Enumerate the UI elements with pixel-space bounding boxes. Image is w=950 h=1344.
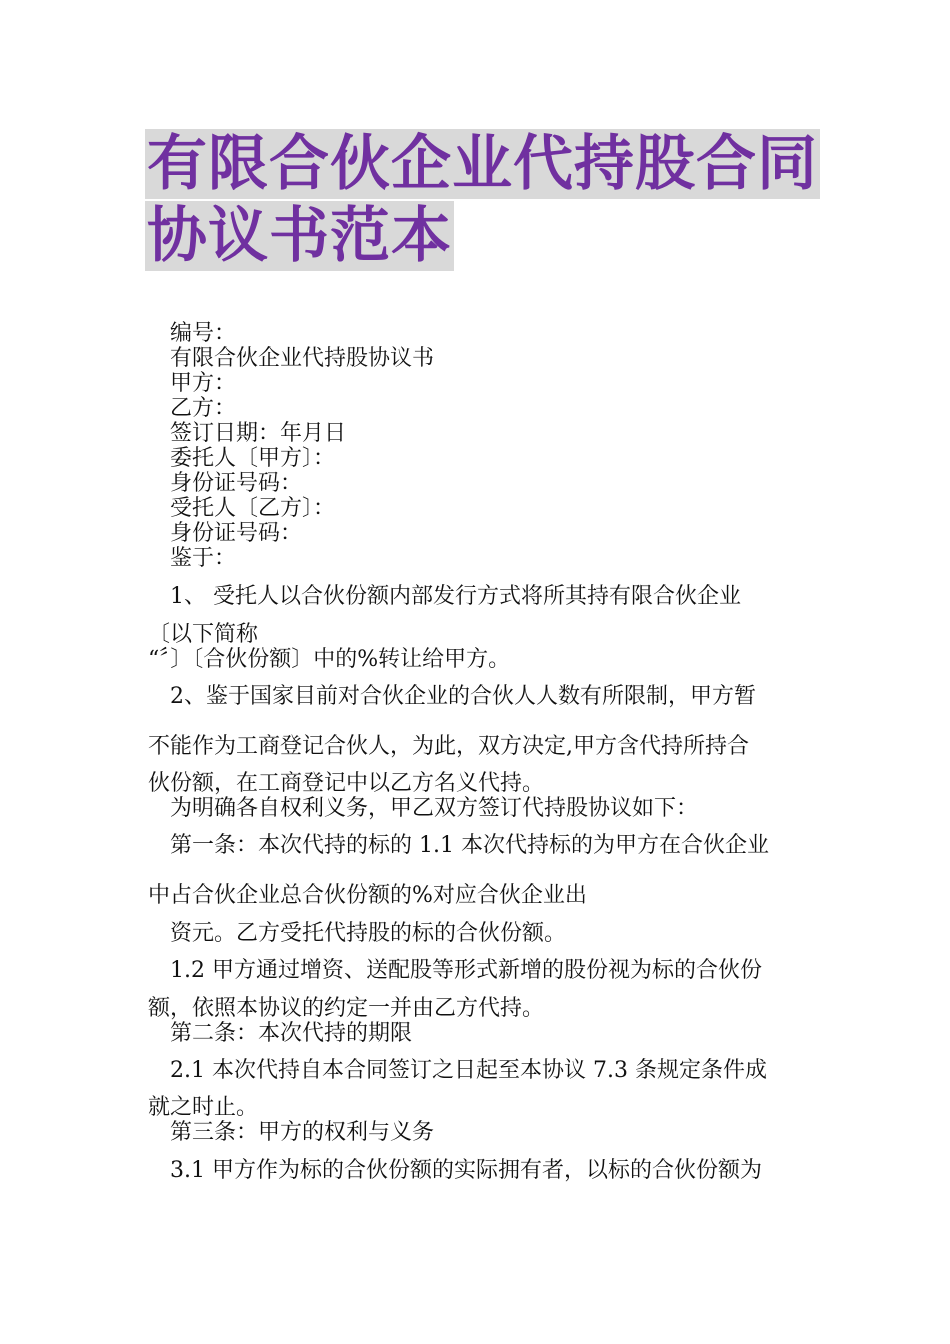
article-3: 第三条：甲方的权利与义务 [170,1120,435,1145]
field-trustee-id: 身份证号码： [170,521,303,546]
field-party-b: 乙方： [170,396,237,421]
field-party-a: 甲方： [170,371,237,396]
clause-text: 就之时止。 [148,1095,259,1120]
clause-text: 1、 受托人以合伙份额内部发行方式将所其持有限合伙企业 [170,584,741,609]
title-line-1: 有限合伙企业代持股合同 [147,129,818,199]
field-trustee: 受托人〔乙方〕： [170,496,336,521]
agreement-name: 有限合伙企业代持股协议书 [170,346,435,371]
article-2: 第二条：本次代持的期限 [170,1021,413,1046]
clause-3-1: 3.1 甲方作为标的合伙份额的实际拥有者，以标的合伙份额为 [170,1158,762,1183]
title-line-2: 协议书范本 [147,201,452,271]
clause-text: 伙份额，在工商登记中以乙方名义代持。 [148,771,545,796]
field-principal: 委托人〔甲方〕： [170,446,336,471]
clause-1-2: 1.2 甲方通过增资、送配股等形式新增的股份视为标的合伙份 [170,958,762,983]
clause-text: 额，依照本协议的约定一并由乙方代持。 [148,996,545,1021]
clause-text: 不能作为工商登记合伙人，为此，双方决定,甲方含代持所持合 [148,734,749,759]
field-principal-id: 身份证号码： [170,471,303,496]
clause-text: 资元。乙方受托代持股的标的合伙份额。 [170,921,567,946]
clause-text: 中占合伙企业总合伙份额的%对应合伙企业出 [148,883,587,908]
whereas-heading: 鉴于： [170,546,237,571]
clause-text: 2、鉴于国家目前对合伙企业的合伙人人数有所限制，甲方暂 [170,684,756,709]
clause-text: “〞〕〔合伙份额〕中的%转让给甲方。 [148,647,511,672]
clause-2-1: 2.1 本次代持自本合同签订之日起至本协议 7.3 条规定条件成 [170,1058,767,1083]
document-title [145,128,825,272]
field-number: 编号： [170,321,237,346]
clause-text: 为明确各自权利义务，甲乙双方签订代持股协议如下： [170,796,699,821]
field-sign-date: 签订日期：年月日 [170,421,347,446]
clause-text: 〔以下简称 [148,622,259,647]
article-1: 第一条：本次代持的标的 1.1 本次代持标的为甲方在合伙企业 [170,833,769,858]
